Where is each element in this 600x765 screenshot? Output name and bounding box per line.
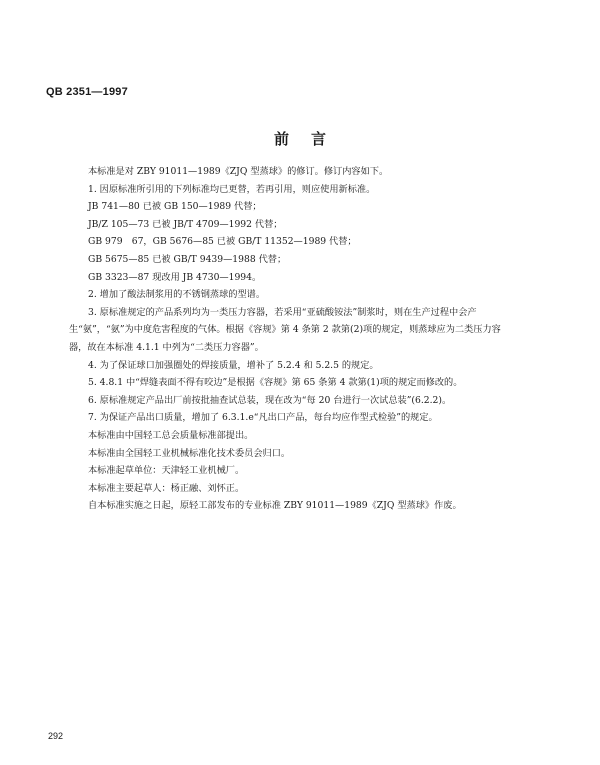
page-title: 前言 [273,130,348,148]
paragraph-item-3-continued: 器，故在本标准 4.1.1 中列为“二类压力容器”。 [69,341,264,353]
paragraph-item-1: 1. 因原标准所引用的下列标准均已更替，若再引用，则应使用新标准。 [88,183,376,195]
paragraph-item-4: 4. 为了保证球口加强圈处的焊接质量，增补了 5.2.4 和 5.2.5 的规定。 [88,359,379,371]
standard-replacement-line: JB/Z 105—73 已被 JB/T 4709—1992 代替； [88,218,283,230]
paragraph-item-6: 6. 原标准规定产品出厂前按批抽查试总装，现在改为“每 20 台进行一次试总装”(6.2.2)。 [88,394,452,406]
page-number: 292 [48,731,64,741]
paragraph-drafters: 本标准主要起草人：杨正融、刘怀正。 [88,482,245,494]
paragraph-item-7: 7. 为保证产品出口质量，增加了 6.3.1.e“凡出口产品，每台均应作型式检验”的规定。 [88,412,438,424]
paragraph-item-2: 2. 增加了酸法制浆用的不锈钢蒸球的型谱。 [88,289,266,301]
paragraph-intro: 本标准是对 ZBY 91011—1989《ZJQ 型蒸球》的修订。修订内容如下。 [88,166,389,177]
paragraph-drafting-unit: 本标准起草单位：天津轻工业机械厂。 [88,465,245,477]
document-code: QB 2351—1997 [46,86,128,98]
standard-replacement-line: GB 3323—87 现改用 JB 4730—1994。 [88,271,262,283]
paragraph-item-5: 5. 4.8.1 中“焊缝表面不得有咬边”是根据《容规》第 65 条第 4 款第(1)项的规定而修改的。 [88,377,463,389]
paragraph-proposer: 本标准由中国轻工总会质量标准部提出。 [88,429,254,441]
document-body [69,163,556,515]
standard-replacement-line: JB 741—80 已被 GB 150—1989 代替； [88,201,262,213]
standard-replacement-line: GB 979 67，GB 5676—85 已被 GB/T 11352—1989 代替； [88,236,357,248]
standard-replacement-line: GB 5675—85 已被 GB/T 9439—1988 代替； [88,253,287,265]
paragraph-item-3: 3. 原标准规定的产品系列均为一类压力容器，若采用“亚硫酸铵法”制浆时，则在生产过程中会产 [88,306,477,318]
paragraph-committee: 本标准由全国轻工业机械标准化技术委员会归口。 [88,447,291,459]
paragraph-abolition: 自本标准实施之日起，原轻工部发布的专业标准 ZBY 91011—1989《ZJQ 型蒸球》作废。 [88,500,462,512]
paragraph-item-3-continued: 生“氨”，“氨”为中度危害程度的气体。根据《容规》第 4 条第 2 款第(2)项的规定，则蒸球应为二类压力容 [69,324,501,336]
